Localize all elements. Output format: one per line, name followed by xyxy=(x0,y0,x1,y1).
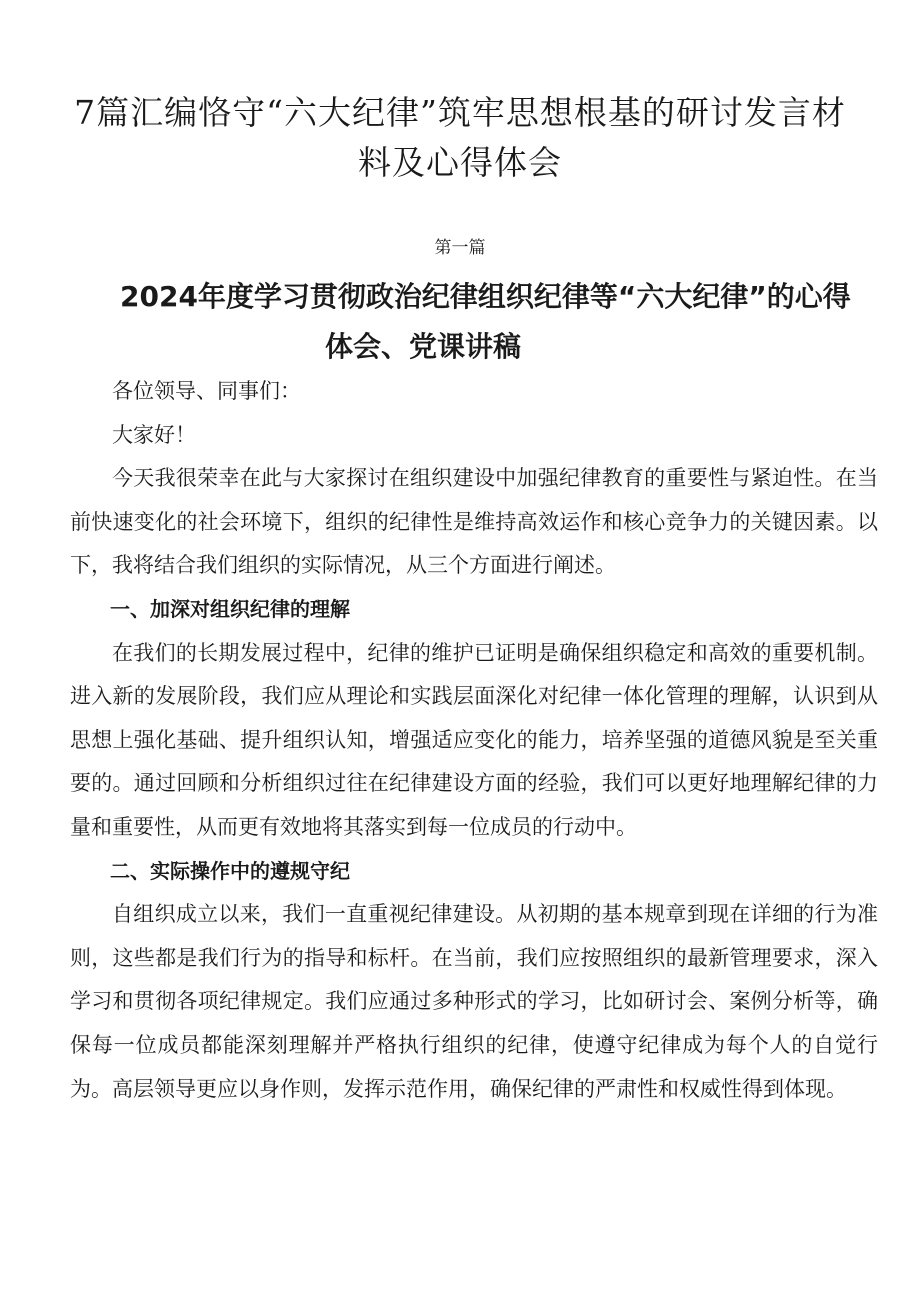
paragraph-2: 自组织成立以来，我们一直重视纪律建设。从初期的基本规章到现在详细的行为准则，这些都是我们行为的指导和标杆。在当前，我们应按照组织的最新管理要求，深入学习和贯彻各项纪律规定。我们应通过多种形式的学习，比如研讨会、案例分析等，确保每一位成员都能深刻理解并严格执行组织的纪律，使遵守纪律成为每个人的自觉行为。高层领导更应以身作则，发挥示范作用，确保纪律的严肃性和权威性得到体现。 xyxy=(70,902,878,1101)
section-label: 第一篇 xyxy=(434,238,486,258)
section-heading-2: 二、实际操作中的遵规守纪 xyxy=(110,858,350,883)
main-title: 7篇汇编恪守“六大纪律”筑牢思想根基的研讨发言材料及心得体会 xyxy=(74,93,846,182)
sub-title xyxy=(120,272,860,372)
intro-paragraph: 今天我很荣幸在此与大家探讨在组织建设中加强纪律教育的重要性与紧迫性。在当前快速变化的社会环境下，组织的纪律性是维持高效运作和核心竞争力的关键因素。以下，我将结合我们组织的实际情况，从三个方面进行阐述。 xyxy=(70,466,878,578)
sub-title-line-1: 2024年度学习贯彻政治纪律组织纪律等“六大纪律”的心得 xyxy=(120,280,851,313)
paragraph-1: 在我们的长期发展过程中，纪律的维护已证明是确保组织稳定和高效的重要机制。进入新的发展阶段，我们应从理论和实践层面深化对纪律一体化管理的理解，认识到从思想上强化基础、提升组织认知，增强适应变化的能力，培养坚强的道德风貌是至关重要的。通过回顾和分析组织过往在纪律建设方面的经验，我们可以更好地理解纪律的力量和重要性，从而更有效地将其落实到每一位成员的行动中。 xyxy=(70,640,878,839)
sub-title-line-2: 体会、党课讲稿 xyxy=(325,330,522,363)
section-heading-1: 一、加深对组织纪律的理解 xyxy=(110,596,350,621)
greeting: 大家好！ xyxy=(112,422,196,447)
document-body xyxy=(70,370,878,1111)
salutation: 各位领导、同事们： xyxy=(112,379,301,403)
